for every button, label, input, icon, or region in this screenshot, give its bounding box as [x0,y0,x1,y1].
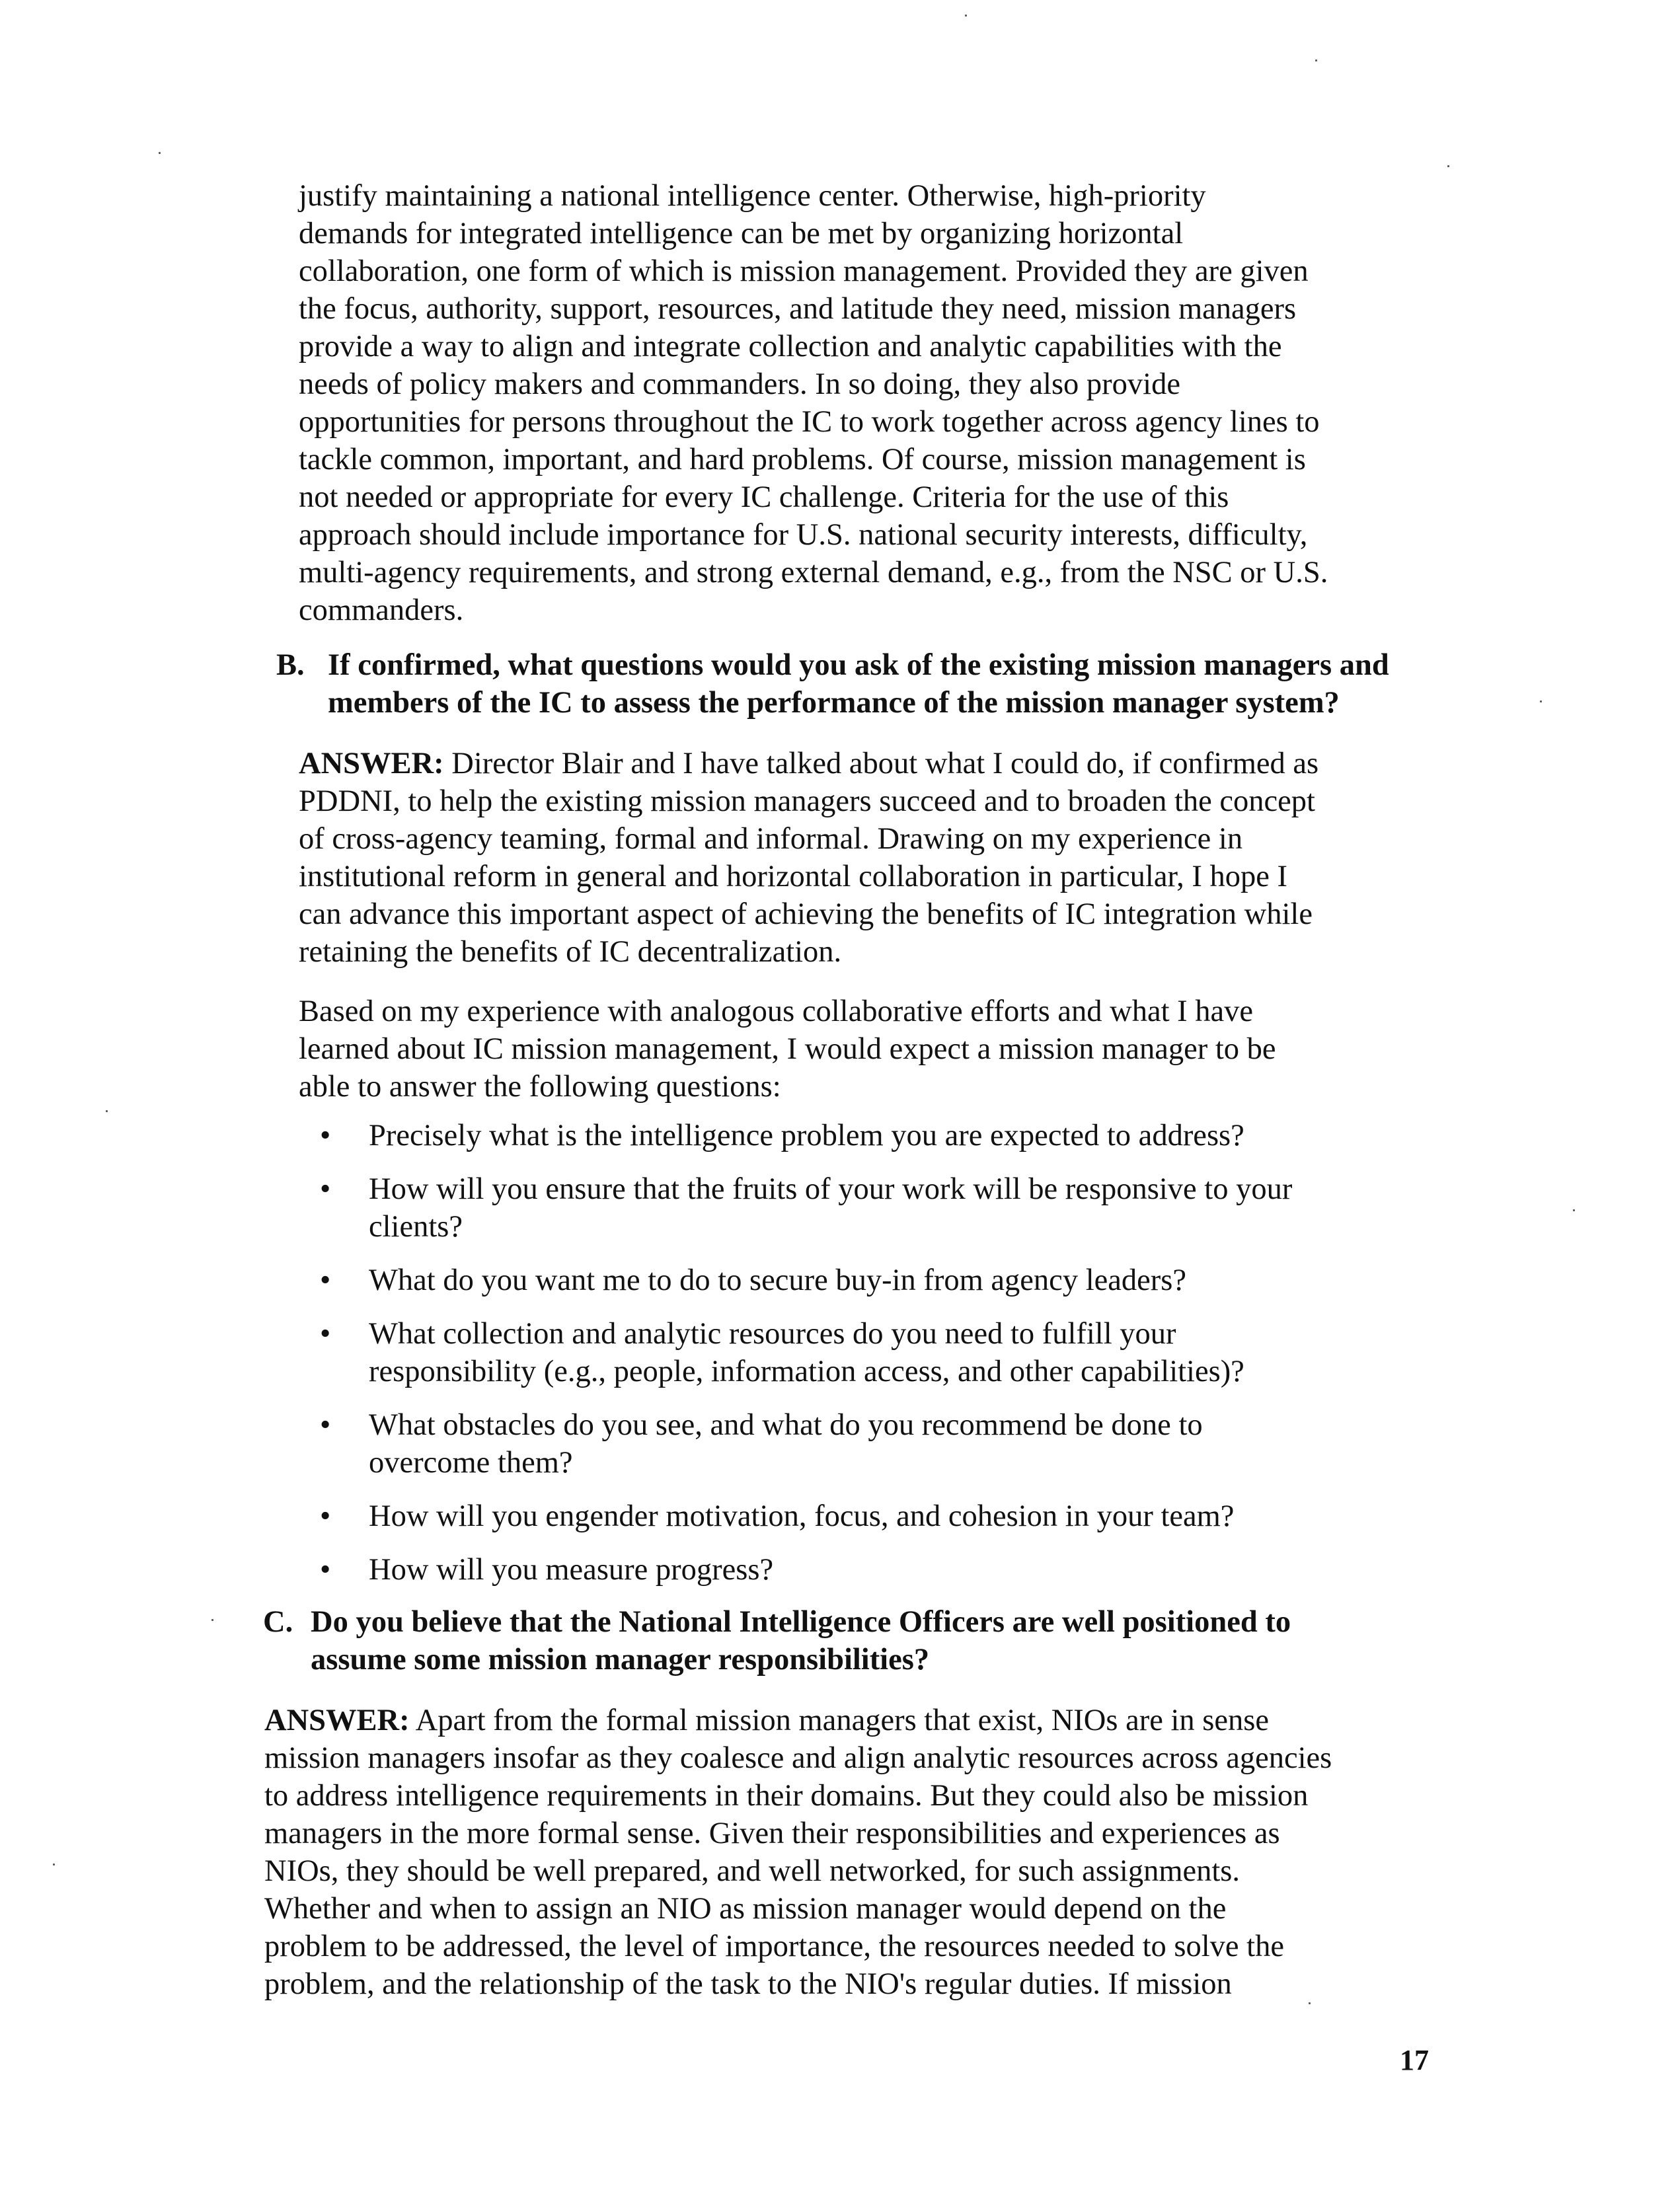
text-line: can advance this important aspect of achieving the benefits of IC integration while [299,897,1313,931]
bullet-icon: • [320,1499,331,1533]
text-line: demands for integrated intelligence can be met by organizing horizontal [299,217,1184,250]
text-line: provide a way to align and integrate collection and analytic capabilities with the [299,330,1282,363]
text-line: problem to be addressed, the level of importance, the resources needed to solve the [264,1930,1284,1963]
text-line: collaboration, one form of which is mission management. Provided they are given [299,254,1309,288]
section-c-question-text [311,1603,1291,1678]
text-line: opportunities for persons throughout the IC to work together across agency lines to [299,405,1320,439]
bullet-icon: • [320,1317,331,1351]
answer-label: ANSWER: [299,747,444,780]
section-c-question [263,1603,1453,1682]
text-line: If confirmed, what questions would you ask of the existing mission managers and [328,648,1389,682]
bullet-text [369,1551,773,1589]
bullet-icon: • [320,1172,331,1206]
answer-label: ANSWER: [264,1704,410,1737]
text-line: responsibility (e.g., people, information access, and other capabilities)? [369,1355,1244,1388]
text-line: What do you want me to do to secure buy-in from agency leaders? [369,1263,1186,1297]
bullet-text [369,1497,1234,1535]
text-line: justify maintaining a national intelligence center. Otherwise, high-priority [299,179,1206,213]
section-c-letter: C. [263,1605,293,1639]
scan-speck [965,15,967,17]
text-line: Whether and when to assign an NIO as mission manager would depend on the [264,1892,1227,1926]
scan-speck [1315,59,1317,61]
bullet-text [369,1262,1186,1299]
text-line: clients? [369,1210,463,1244]
text-line: problem, and the relationship of the task to the NIO's regular duties. If mission [264,1967,1232,2001]
text-line: assume some mission manager responsibilities? [311,1643,930,1677]
section-b-followup-paragraph [299,993,1276,1106]
text-line: Based on my experience with analogous collaborative efforts and what I have [299,995,1254,1028]
scan-speck [159,152,161,154]
scan-speck [1309,2002,1311,2004]
section-c-answer [264,1702,1332,2003]
text-line: Precisely what is the intelligence problem you are expected to address? [369,1119,1244,1152]
text-line: of cross-agency teaming, formal and informal. Drawing on my experience in [299,822,1243,856]
answer-lines [299,782,1318,971]
text-line: institutional reform in general and horizontal collaboration in particular, I hope I [299,860,1287,893]
scan-speck [106,1110,108,1112]
text-line: What collection and analytic resources do you need to fulfill your [369,1317,1176,1351]
text-line: tackle common, important, and hard problems. Of course, mission management is [299,443,1306,476]
text-line: approach should include importance for U.S. national security interests, difficulty, [299,518,1308,552]
bullet-text [369,1406,1203,1482]
scan-speck [1573,1209,1575,1211]
text-line: What obstacles do you see, and what do you recommend be done to [369,1408,1203,1442]
section-b-question [276,646,1466,726]
text-line: commanders. [299,593,464,627]
text-line: learned about IC mission management, I would expect a mission manager to be [299,1032,1276,1066]
text-line: NIOs, they should be well prepared, and well networked, for such assignments. [264,1854,1241,1888]
text-line: able to answer the following questions: [299,1070,781,1104]
answer-first-line-text: Director Blair and I have talked about what I could do, if confirmed as [443,747,1319,780]
answer-first-line [264,1702,1332,1739]
section-b-question-text [328,646,1389,722]
text-line: members of the IC to assess the performance of the mission manager system? [328,686,1340,720]
text-line: How will you ensure that the fruits of your work will be responsive to your [369,1172,1293,1206]
text-line: How will you engender motivation, focus, and cohesion in your team? [369,1499,1235,1533]
scan-speck [53,1864,55,1866]
bullet-icon: • [320,1553,331,1587]
scan-speck [1540,700,1542,702]
scan-speck [211,1619,213,1621]
text-line: not needed or appropriate for every IC challenge. Criteria for the use of this [299,480,1229,514]
text-line: Do you believe that the National Intelligence Officers are well positioned to [311,1605,1291,1639]
text-line: to address intelligence requirements in their domains. But they could also be mission [264,1779,1309,1813]
bullet-icon: • [320,1263,331,1297]
scan-speck [1447,165,1449,167]
answer-first-line [299,745,1318,782]
text-line: How will you measure progress? [369,1553,774,1587]
text-line: retaining the benefits of IC decentralization. [299,935,842,969]
text-line: overcome them? [369,1446,573,1480]
answer-lines [264,1739,1332,2003]
intro-paragraph [299,177,1328,629]
section-b-letter: B. [276,648,305,682]
bullet-text [369,1170,1292,1246]
text-line: the focus, authority, support, resources, and latitude they need, mission managers [299,292,1297,326]
bullet-text [369,1315,1244,1390]
bullet-text [369,1117,1244,1154]
text-line: mission managers insofar as they coalesce and align analytic resources across agencies [264,1741,1332,1775]
text-line: managers in the more formal sense. Given their responsibilities and experiences as [264,1817,1280,1850]
text-line: needs of policy makers and commanders. In so doing, they also provide [299,367,1180,401]
text-line: PDDNI, to help the existing mission managers succeed and to broaden the concept [299,784,1315,818]
text-line: multi-agency requirements, and strong external demand, e.g., from the NSC or U.S. [299,556,1328,589]
bullet-icon: • [320,1408,331,1442]
page-number: 17 [1400,2044,1429,2076]
answer-first-line-text: Apart from the formal mission managers that exist, NIOs are in sense [409,1704,1269,1737]
bullet-icon: • [320,1119,331,1152]
section-b-answer [299,745,1318,971]
